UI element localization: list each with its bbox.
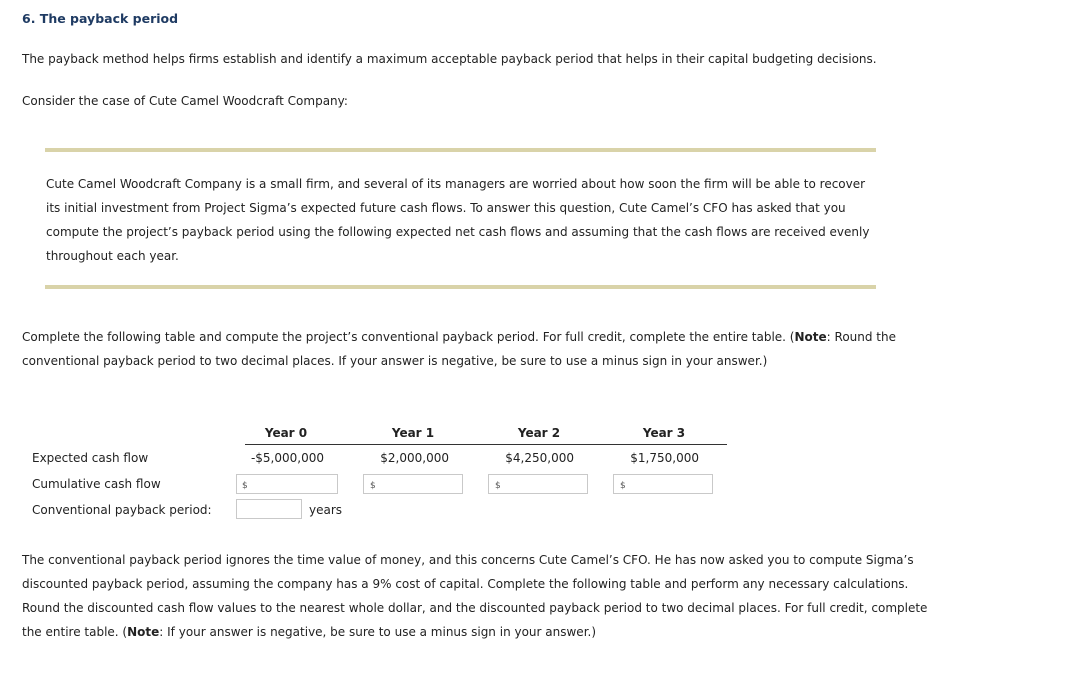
- cumulative-cash-flow-year-0-input[interactable]: [236, 474, 338, 494]
- currency-symbol: $: [242, 481, 248, 491]
- discounted-instruction-text: The conventional payback period ignores the time value of money, and this concerns Cute Camel’s CFO. He has now asked you to compute Sigma’s discounted payback period, assuming the company has a 9% cost of capital. Complete the following table and perform any necessary calculations. Round the discounted cash flow values to the nearest whole dollar, and the discounted payback period to two decimal places. For full credit, complete the entire table. (Note: If your answer is negative, be sure to use a minus sign in your answer.): [22, 553, 928, 639]
- instruction-text: Complete the following table and compute the project’s conventional payback period. For full credit, complete the entire table. (Note: Round the conventional payback period to two decimal places. If your answer is negative, be sure to use a minus sign in your answer.): [22, 330, 896, 368]
- question-title: 6. The payback period: [22, 11, 179, 26]
- expected-cash-flow-year-3: $1,750,000: [630, 451, 699, 465]
- scenario-bottom-rule: [45, 285, 876, 289]
- payback-period-input[interactable]: [236, 499, 302, 519]
- scenario-top-rule: [45, 148, 876, 152]
- header-year-3: Year 3: [642, 426, 686, 440]
- note-label: Note: [127, 625, 160, 639]
- expected-cash-flow-year-0: -$5,000,000: [250, 451, 324, 465]
- consider-text: Consider the case of Cute Camel Woodcraft Company:: [22, 94, 348, 108]
- currency-symbol: $: [370, 481, 376, 491]
- header-year-0: Year 0: [264, 426, 308, 440]
- expected-cash-flow-year-1: $2,000,000: [380, 451, 449, 465]
- expected-cash-flow-year-2: $4,250,000: [505, 451, 574, 465]
- header-year-2: Year 2: [517, 426, 561, 440]
- header-divider: [245, 444, 727, 445]
- cumulative-cash-flow-year-1-input[interactable]: [363, 474, 463, 494]
- cumulative-cash-flow-label: Cumulative cash flow: [32, 477, 161, 491]
- intro-text: The payback method helps firms establish and identify a maximum acceptable payback period that helps in their capital budgeting decisions.: [22, 52, 877, 66]
- header-year-1: Year 1: [391, 426, 435, 440]
- expected-cash-flow-label: Expected cash flow: [32, 451, 149, 465]
- payback-unit-label: years: [309, 503, 343, 517]
- cumulative-cash-flow-year-3-input[interactable]: [613, 474, 713, 494]
- currency-symbol: $: [620, 481, 626, 491]
- note-label: Note: [794, 330, 827, 344]
- payback-period-label: Conventional payback period:: [32, 503, 212, 517]
- cumulative-cash-flow-year-2-input[interactable]: [488, 474, 588, 494]
- currency-symbol: $: [495, 481, 501, 491]
- scenario-text: Cute Camel Woodcraft Company is a small firm, and several of its managers are worried about how soon the firm will be able to recover its initial investment from Project Sigma’s expected future cash flows. To answer this question, Cute Camel’s CFO has asked that you compute the project’s payback period using the following expected net cash flows and assuming that the cash flows are received evenly throughout each year.: [46, 177, 870, 263]
